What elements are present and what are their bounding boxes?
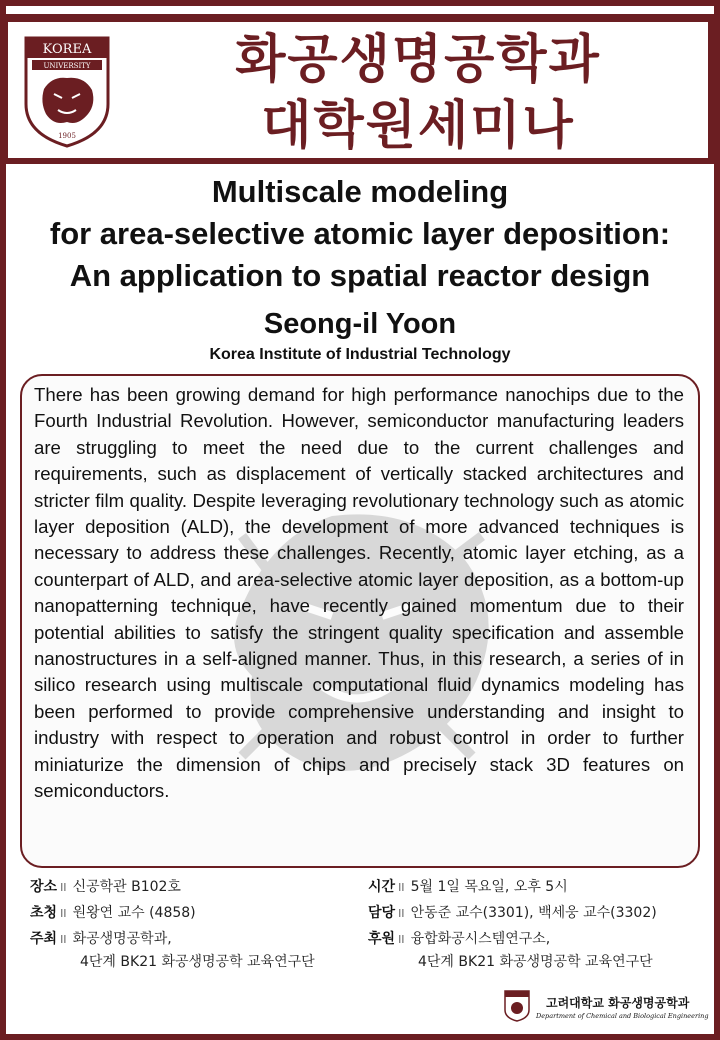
info-sponsor xyxy=(368,928,653,973)
host-value-line2: 4단계 BK21 화공생명공학 교육연구단 xyxy=(80,954,315,970)
time-value: 5월 1일 목요일, 오후 5시 xyxy=(410,879,568,895)
header-banner xyxy=(6,20,710,160)
sponsor-value-line1: 융합화공시스템연구소, xyxy=(410,931,551,947)
info-invite xyxy=(30,902,196,925)
separator-icon: II xyxy=(60,933,67,946)
footer-crest-icon xyxy=(504,990,530,1022)
time-label: 시간 xyxy=(368,879,396,895)
invite-value: 원왕연 교수 (4858) xyxy=(72,905,196,921)
footer-department-en: Department of Chemical and Biological Engineering xyxy=(536,1012,709,1020)
separator-icon: II xyxy=(60,907,67,920)
separator-icon: II xyxy=(60,881,67,894)
info-charge xyxy=(368,902,657,925)
host-value-line1: 화공생명공학과, xyxy=(72,931,172,947)
talk-title-line3: An application to spatial reactor design xyxy=(69,258,651,293)
place-label: 장소 xyxy=(30,879,58,895)
sponsor-label: 후원 xyxy=(368,931,396,947)
charge-value: 안동준 교수(3301), 백세웅 교수(3302) xyxy=(410,905,657,921)
crest-university-text: UNIVERSITY xyxy=(43,62,91,70)
info-time xyxy=(368,876,568,899)
separator-icon: II xyxy=(398,881,405,894)
top-frame-strip xyxy=(6,6,714,14)
place-value: 신공학관 B102호 xyxy=(72,879,181,895)
header-title-line1: 화공생명공학과 xyxy=(235,30,601,90)
info-place xyxy=(30,876,181,899)
bottom-frame-bar xyxy=(0,1034,720,1040)
talk-title-line1: Multiscale modeling xyxy=(211,174,509,209)
separator-icon: II xyxy=(398,907,405,920)
speaker-affiliation: Korea Institute of Industrial Technology xyxy=(209,346,511,363)
abstract-box xyxy=(20,374,700,868)
host-label: 주최 xyxy=(30,931,58,947)
invite-label: 초청 xyxy=(30,905,58,921)
header-title-line2: 대학원세미나 xyxy=(261,96,575,156)
crest-korea-text: KOREA xyxy=(42,42,92,57)
crest-year-text: 1905 xyxy=(58,132,76,140)
abstract-text: There has been growing demand for high performance nanochips due to the Fourth Industrial Revolution. However, semiconductor manufacturing leaders are struggling to meet the need due to the current challenges and requirements, such as displacement of vertically stacked architectures and stricter film quality. Despite leveraging revolutionary technology such as atomic layer deposition (ALD), the development of more advanced techniques is necessary to address these challenges. Recently, atomic layer etching, as a counterpart of ALD, and area-selective atomic layer deposition, as a bottom-up nanopatterning technique, have recently gained momentum due to their potential abilities to satisfy the stringent quality specification and assemble nanostructures in a self-aligned manner. Thus, in this research, a series of in silico research using multiscale computational fluid dynamics modeling has been performed to provide comprehensive understanding and insight to industry with respect to operation and robust control in order to further miniaturize the dimension of chips and precisely stack 3D features on semiconductors. xyxy=(34,384,684,802)
speaker-name: Seong-il Yoon xyxy=(263,308,457,340)
poster-body xyxy=(6,164,714,1034)
korea-university-crest-icon xyxy=(22,34,112,149)
footer-department-ko: 고려대학교 화공생명공학과 xyxy=(546,996,690,1010)
info-host xyxy=(30,928,315,973)
separator-icon: II xyxy=(398,933,405,946)
sponsor-value-line2: 4단계 BK21 화공생명공학 교육연구단 xyxy=(418,954,653,970)
charge-label: 담당 xyxy=(368,905,396,921)
talk-title-line2: for area-selective atomic layer deposition: xyxy=(49,216,671,251)
